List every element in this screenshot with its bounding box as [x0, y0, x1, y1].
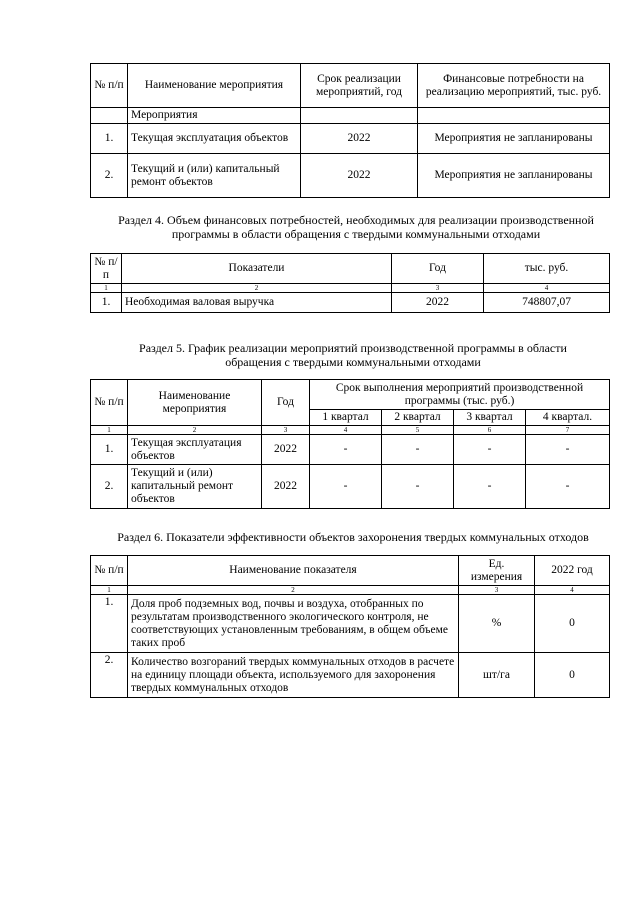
indicator-value: 0: [535, 595, 610, 653]
quarter-4-value: -: [526, 435, 610, 465]
column-number: 6: [454, 426, 526, 435]
col-header-q2: 2 квартал: [382, 410, 454, 426]
row-number: 2.: [91, 653, 128, 698]
col-header-year: 2022 год: [535, 556, 610, 586]
quarter-4-value: -: [526, 465, 610, 509]
section-5-table: [90, 379, 610, 509]
column-number: 4: [484, 284, 610, 293]
activities-finance-table: [90, 63, 610, 198]
column-number: 5: [382, 426, 454, 435]
table-row: [91, 465, 610, 509]
activity-name: Текущая эксплуатация объектов: [128, 124, 301, 154]
table-row: [91, 435, 610, 465]
section-4-table: [90, 253, 610, 313]
col-header-year: Год: [262, 380, 310, 426]
table-row: [91, 653, 610, 698]
activity-finance: Мероприятия не запланированы: [418, 154, 610, 198]
activity-year: 2022: [262, 465, 310, 509]
col-header-number: № п/п: [91, 254, 122, 284]
col-header-number: № п/п: [91, 380, 128, 426]
col-header-activity: Наименование мероприятия: [128, 64, 301, 108]
indicator-year: 2022: [392, 293, 484, 313]
indicator-name: Необходимая валовая выручка: [122, 293, 392, 313]
indicator-value: 0: [535, 653, 610, 698]
activity-name: Текущий и (или) капитальный ремонт объектов: [128, 154, 301, 198]
indicator-name: Количество возгораний твердых коммунальных отходов в расчете на единицу площади объекта, используемого для захоронения твердых коммунальных отходов: [128, 653, 459, 698]
column-number-row: [91, 426, 610, 435]
table-cell: [418, 108, 610, 124]
column-number: 2: [128, 426, 262, 435]
col-header-year: Год: [392, 254, 484, 284]
table-row: [91, 154, 610, 198]
column-number: 4: [535, 586, 610, 595]
col-header-indicators: Показатели: [122, 254, 392, 284]
col-header-term: Срок реализации мероприятий, год: [301, 64, 418, 108]
col-header-number: № п/п: [91, 64, 128, 108]
activity-name: Текущий и (или) капитальный ремонт объектов: [128, 465, 262, 509]
indicator-unit: шт/га: [459, 653, 535, 698]
column-number: 3: [392, 284, 484, 293]
row-number: 1.: [91, 293, 122, 313]
indicator-unit: %: [459, 595, 535, 653]
column-number-row: [91, 284, 610, 293]
column-number: 3: [459, 586, 535, 595]
indicator-name: Доля проб подземных вод, почвы и воздуха, отобранных по результатам производственного экологического контроля, не соответствующих установленным требованиям, в общем объеме таких проб: [128, 595, 459, 653]
section-4-heading: Раздел 4. Объем финансовых потребностей, необходимых для реализации производственной программы в области обращения с твердыми коммунальными отходами: [118, 213, 594, 241]
activity-name: Текущая эксплуатация объектов: [128, 435, 262, 465]
section-5-heading: Раздел 5. График реализации мероприятий производственной программы в области обращения с твердыми коммунальными отходами: [139, 341, 567, 369]
column-number: 4: [310, 426, 382, 435]
table-row: [91, 293, 610, 313]
quarter-2-value: -: [382, 435, 454, 465]
col-header-value: тыс. руб.: [484, 254, 610, 284]
column-number: 3: [262, 426, 310, 435]
row-number: 1.: [91, 124, 128, 154]
activity-year: 2022: [301, 124, 418, 154]
quarter-3-value: -: [454, 465, 526, 509]
row-number: 1.: [91, 595, 128, 653]
section-6-heading: Раздел 6. Показатели эффективности объектов захоронения твердых коммунальных отходов: [117, 530, 589, 544]
indicator-value: 748807,07: [484, 293, 610, 313]
row-number: 2.: [91, 154, 128, 198]
table-cell: [91, 108, 128, 124]
section-6-table: [90, 555, 610, 698]
column-number: 2: [128, 586, 459, 595]
quarter-1-value: -: [310, 465, 382, 509]
column-number: 1: [91, 586, 128, 595]
row-number: 1.: [91, 435, 128, 465]
col-header-q4: 4 квартал.: [526, 410, 610, 426]
col-header-period: Срок выполнения мероприятий производственной программы (тыс. руб.): [310, 380, 610, 410]
col-header-q3: 3 квартал: [454, 410, 526, 426]
col-header-finance: Финансовые потребности на реализацию мероприятий, тыс. руб.: [418, 64, 610, 108]
quarter-3-value: -: [454, 435, 526, 465]
column-number: 7: [526, 426, 610, 435]
activity-year: 2022: [301, 154, 418, 198]
column-number-row: [91, 586, 610, 595]
table-cell: [301, 108, 418, 124]
activity-year: 2022: [262, 435, 310, 465]
col-header-unit: Ед. измерения: [459, 556, 535, 586]
col-header-q1: 1 квартал: [310, 410, 382, 426]
table-row: [91, 595, 610, 653]
col-header-indicator: Наименование показателя: [128, 556, 459, 586]
column-number: 1: [91, 426, 128, 435]
col-header-activity: Наименование мероприятия: [128, 380, 262, 426]
section-row-label: Мероприятия: [128, 108, 301, 124]
column-number: 1: [91, 284, 122, 293]
col-header-number: № п/п: [91, 556, 128, 586]
quarter-1-value: -: [310, 435, 382, 465]
table-row: [91, 124, 610, 154]
column-number: 2: [122, 284, 392, 293]
quarter-2-value: -: [382, 465, 454, 509]
activity-finance: Мероприятия не запланированы: [418, 124, 610, 154]
row-number: 2.: [91, 465, 128, 509]
